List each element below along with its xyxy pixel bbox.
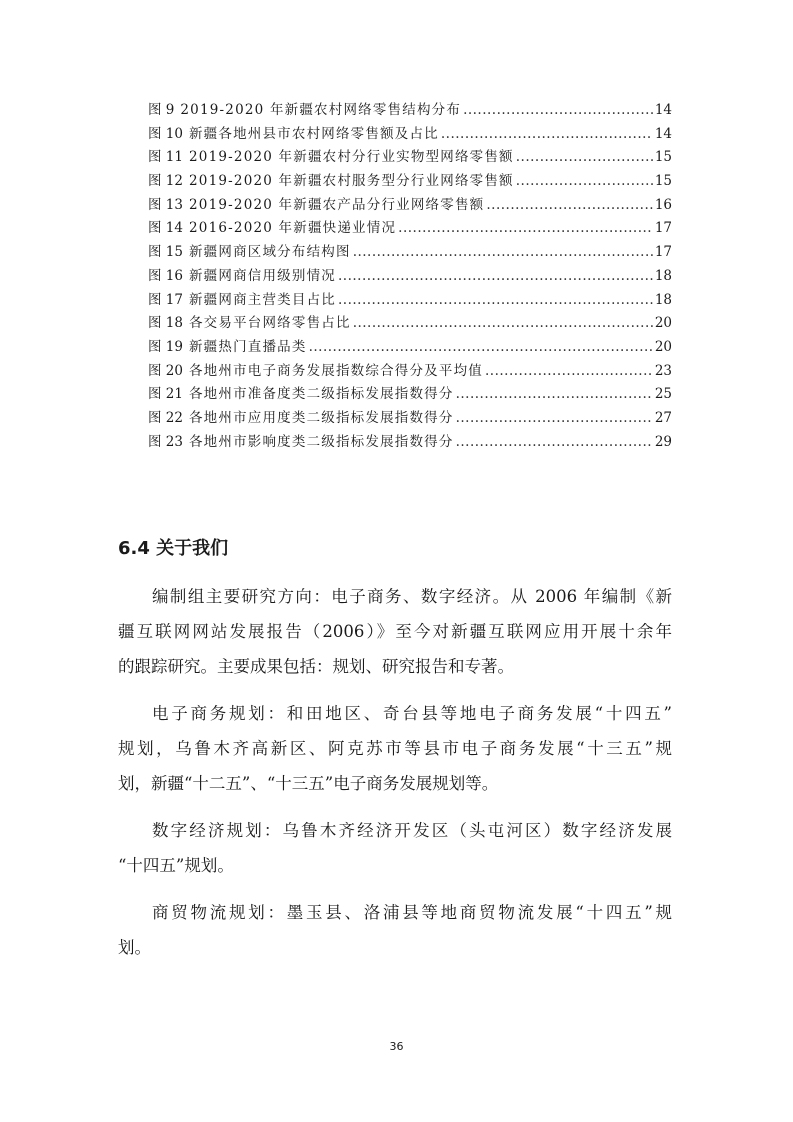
list-of-figures [148,98,672,453]
paragraph [118,579,672,684]
leader-dots [456,434,653,450]
leader-dots [485,363,653,379]
figure-title: 新疆热门直播品类 [188,338,307,355]
leader-dots [309,339,653,355]
figure-number: 图 10 [148,125,183,142]
page-number: 36 [389,1040,404,1053]
toc-entry[interactable] [148,193,672,217]
leader-dots [516,173,653,189]
toc-entry[interactable] [148,430,672,454]
toc-entry[interactable] [148,335,672,359]
toc-entry[interactable] [148,169,672,193]
figure-title: 各交易平台网络零售占比 [188,315,351,332]
figure-title: 2019-2020 年新疆农产品分行业网络零售额 [188,196,485,213]
page-ref: 17 [654,220,672,237]
paragraph-line: 划，新疆“十二五”、“十三五”电子商务发展规划等。 [118,774,499,793]
paragraph-line: 规划，乌鲁木齐高新区、阿克苏市等县市电子商务发展“十三五”规 [118,739,672,758]
toc-entry[interactable] [148,406,672,430]
figure-number: 图 23 [148,433,183,450]
toc-entry[interactable] [148,264,672,288]
toc-entry[interactable] [148,288,672,312]
page-ref: 14 [654,102,672,118]
toc-entry[interactable] [148,311,672,335]
section-body [118,579,672,977]
toc-entry[interactable] [148,359,672,383]
figure-number: 图 13 [148,196,183,213]
figure-title: 新疆网商信用级别情况 [188,267,336,284]
leader-dots [338,292,653,308]
toc-entry[interactable] [148,382,672,406]
page-ref: 18 [654,291,672,308]
figure-number: 图 20 [148,362,183,379]
figure-title: 各地州市电子商务发展指数综合得分及平均值 [188,362,483,379]
figure-number: 图 21 [148,386,183,403]
leader-dots [353,315,653,331]
figure-title: 各地州市应用度类二级指标发展指数得分 [188,409,454,426]
toc-entry[interactable] [148,122,672,146]
page-ref: 17 [654,244,672,261]
toc-entry[interactable] [148,98,672,122]
page-ref: 15 [654,149,672,166]
paragraph-line: 的跟踪研究。主要成果包括：规划、研究报告和专著。 [118,657,514,676]
figure-number: 图 18 [148,315,183,332]
figure-number: 图 14 [148,220,183,237]
figure-title: 新疆网商区域分布结构图 [188,244,351,261]
page-ref: 27 [654,409,672,426]
figure-title: 新疆各地州县市农村网络零售额及占比 [188,125,439,142]
paragraph [118,813,672,883]
paragraph-line: 电子商务规划：和田地区、奇台县等地电子商务发展“十四五” [152,704,672,723]
figure-number: 图 15 [148,244,183,261]
leader-dots [398,220,653,236]
leader-dots [456,386,653,402]
paragraph [118,696,672,801]
paragraph-line: 商贸物流规划：墨玉县、洛浦县等地商贸物流发展“十四五”规 [152,903,672,922]
page-ref: 23 [654,362,672,379]
leader-dots [516,149,653,165]
page-ref: 16 [654,196,672,213]
page-ref: 15 [654,173,672,190]
figure-title: 2019-2020 年新疆农村服务型分行业网络零售额 [188,173,514,190]
leader-dots [338,268,653,284]
page-ref: 14 [654,125,672,142]
paragraph-line: 编制组主要研究方向：电子商务、数字经济。从 2006 年编制《新 [152,587,672,606]
paragraph-line: 疆互联网网站发展报告（2006）》至今对新疆互联网应用开展十余年 [118,622,672,641]
paragraph-line: 划。 [118,938,151,957]
leader-dots [456,410,653,426]
leader-dots [441,126,653,142]
paragraph [118,895,672,965]
toc-entry[interactable] [148,240,672,264]
figure-number: 图 22 [148,409,183,426]
page-ref: 29 [654,433,672,450]
figure-title: 各地州市影响度类二级指标发展指数得分 [188,433,454,450]
leader-dots [486,197,652,213]
section-heading: 6.4 关于我们 [118,538,229,559]
page-ref: 20 [654,338,672,355]
figure-title: 2016-2020 年新疆快递业情况 [188,220,397,237]
figure-title: 新疆网商主营类目占比 [188,291,336,308]
paragraph-line: 数字经济规划：乌鲁木齐经济开发区（头屯河区）数字经济发展 [152,821,672,840]
toc-entry[interactable] [148,216,672,240]
figure-number: 图 16 [148,267,183,284]
toc-entry[interactable] [148,145,672,169]
figure-number: 图 12 [148,173,183,190]
figure-number: 图 19 [148,338,183,355]
figure-number: 图 9 [148,102,175,118]
page-ref: 18 [654,267,672,284]
figure-title: 2019-2020 年新疆农村分行业实物型网络零售额 [188,149,514,166]
leader-dots [353,244,653,260]
page-ref: 25 [654,386,672,403]
figure-title: 各地州市准备度类二级指标发展指数得分 [188,386,454,403]
figure-number: 图 17 [148,291,183,308]
page-ref: 20 [654,315,672,332]
paragraph-line: “十四五”规划。 [118,856,234,875]
figure-number: 图 11 [148,149,183,166]
figure-title: 2019-2020 年新疆农村网络零售结构分布 [180,102,462,118]
leader-dots [463,102,653,118]
